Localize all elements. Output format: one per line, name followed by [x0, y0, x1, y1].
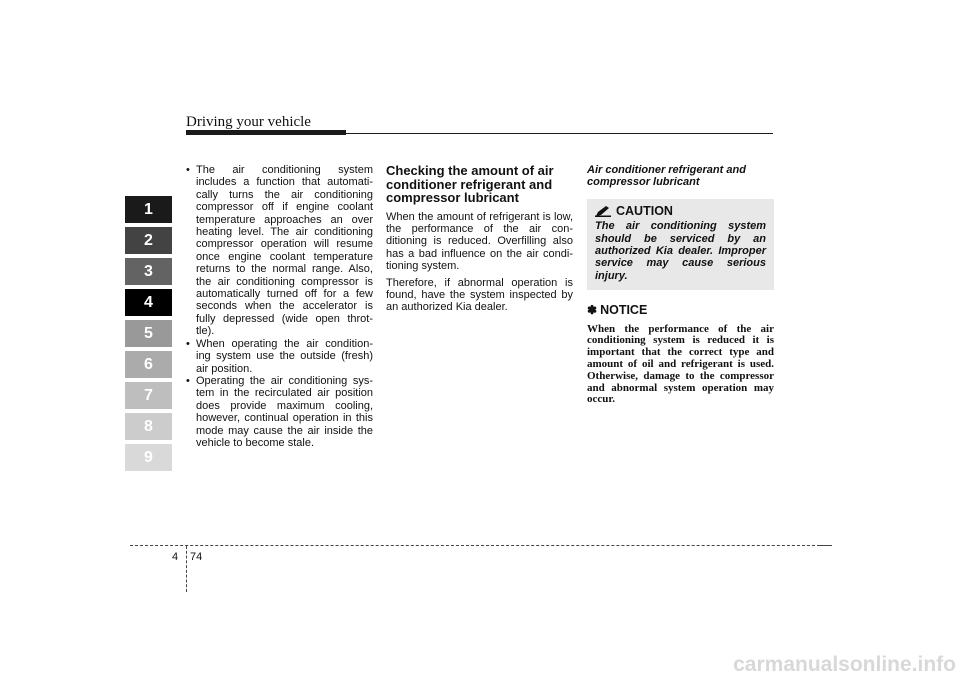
header-bar	[186, 130, 346, 135]
sub-heading: Air conditioner refrigerant and compressor lubricant	[587, 164, 746, 189]
column-middle	[386, 164, 573, 318]
notice-header	[587, 304, 774, 316]
footer-rule-end	[818, 545, 832, 546]
watermark: carmanualsonline.info	[733, 653, 956, 676]
notice-title: NOTICE	[600, 303, 648, 318]
page-section-number: 4	[172, 551, 179, 563]
column-left	[186, 164, 373, 449]
footer-divider	[186, 546, 187, 592]
section-heading: Checking the amount of air conditioner refrigerant and compressor lubricant	[386, 163, 554, 205]
page-header-title: Driving your vehicle	[186, 114, 311, 130]
caution-box	[587, 199, 774, 290]
paragraph: Therefore, if abnormal operation is found, have the system inspected by an authorized Kia dealer.	[386, 276, 573, 314]
caution-header	[595, 205, 766, 217]
bullet-item: • When operating the air condition- ing system use the outside (fresh) air position.	[186, 338, 373, 375]
chapter-tab-8[interactable]: 8	[125, 413, 172, 440]
chapter-tab-5[interactable]: 5	[125, 320, 172, 347]
chapter-tab-9[interactable]: 9	[125, 444, 172, 471]
chapter-tab-7[interactable]: 7	[125, 382, 172, 409]
chapter-tab-2[interactable]: 2	[125, 227, 172, 254]
chapter-tab-3[interactable]: 3	[125, 258, 172, 285]
chapter-tabs	[125, 196, 172, 475]
column-right	[587, 164, 774, 406]
page-number: 74	[190, 551, 203, 563]
notice-star-icon: ✽	[587, 303, 598, 318]
paragraph: When the amount of refrigerant is low, the performance of the air con- ditioning is reduced. Overfilling also has a bad influence on the air condi- tioning system.	[386, 210, 573, 273]
notice-text: When the performance of the air conditioning system is reduced it is important that the correct type and amount of oil and refrigerant is used. Otherwise, damage to the compressor and abnormal system operation may occur.	[587, 322, 774, 406]
caution-title: CAUTION	[616, 203, 673, 218]
bullet-item: • The air conditioning system includes a function that automati- cally turns the air conditioning compressor off if engine coolant temperature approaches an over heating level. The air conditioning compressor operation will resume once engine coolant temperature returns to the normal range. Also, the air conditioning compressor is automatically turned off for a few seconds when the accelerator is fully depressed (wide open throt- tle).	[186, 164, 373, 338]
bullet-item: • Operating the air conditioning sys- tem in the recirculated air position does provide maximum cooling, however, continual operation in this mode may cause the air inside the vehicle to become stale.	[186, 375, 373, 449]
header-rule	[346, 133, 773, 134]
bullet-list	[186, 164, 373, 449]
caution-pencil-icon	[595, 205, 611, 217]
chapter-tab-6[interactable]: 6	[125, 351, 172, 378]
chapter-tab-1[interactable]: 1	[125, 196, 172, 223]
chapter-tab-4[interactable]: 4	[125, 289, 172, 316]
footer-rule	[130, 545, 820, 546]
caution-text: The air conditioning system should be serviced by an authorized Kia dealer. Improper service may cause serious injury.	[595, 220, 766, 282]
